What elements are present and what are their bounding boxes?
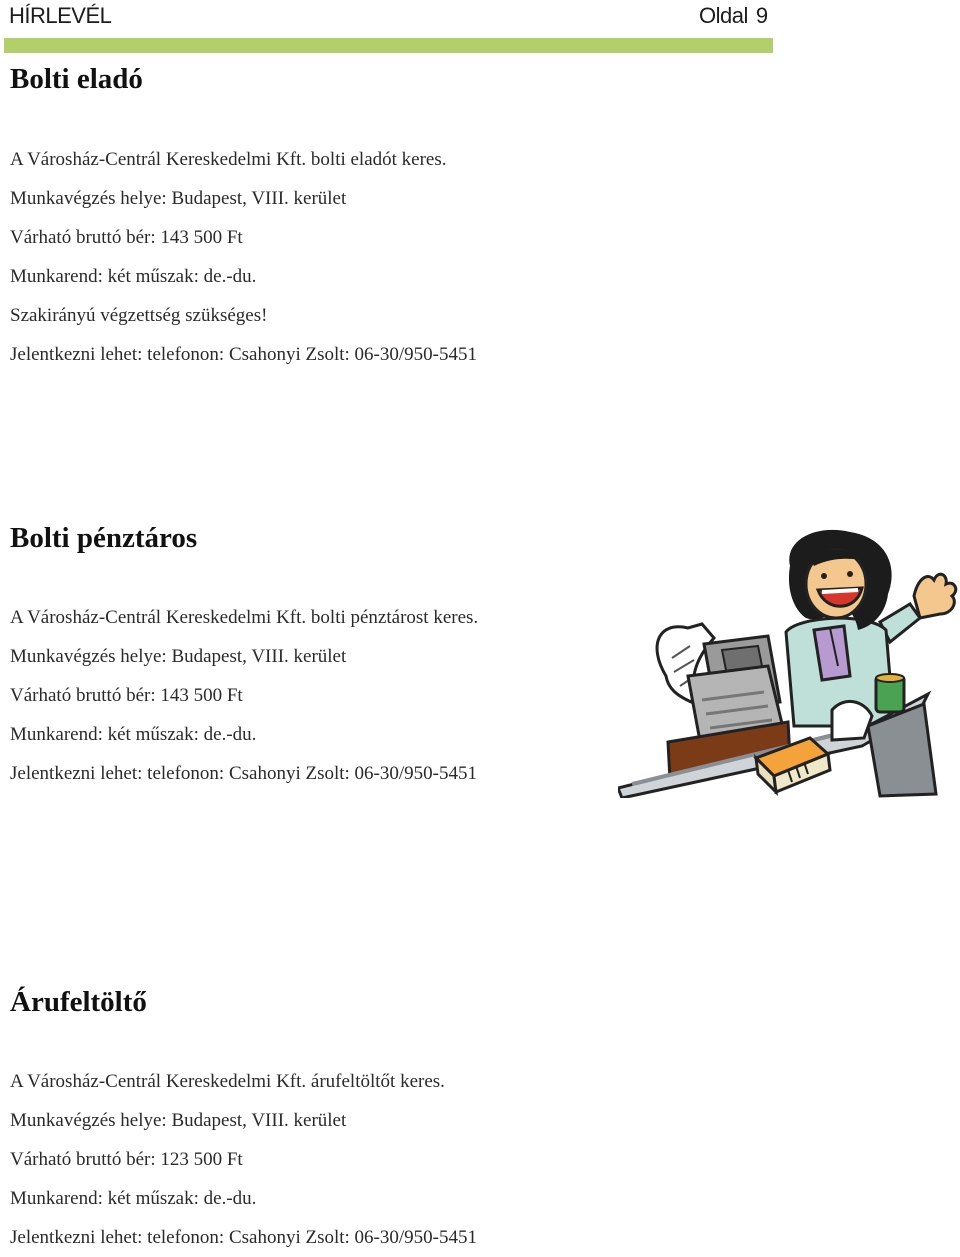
job-details (10, 140, 477, 374)
job-listing-arufeltolto (10, 984, 477, 1248)
job-listing-bolti-penztaros (10, 520, 479, 784)
job-detail-line: Szakirányú végzettség szükséges! (10, 305, 268, 326)
page-number: 9 (755, 3, 768, 28)
job-detail-line: Munkarend: két műszak: de.-du. (10, 724, 257, 745)
job-detail-line: A Városház-Centrál Kereskedelmi Kft. bolti eladót keres. (10, 149, 447, 170)
job-detail-line: Munkavégzés helye: Budapest, VIII. kerület (10, 188, 347, 209)
job-detail-line: Jelentkezni lehet: telefonon: Csahonyi Zsolt: 06-30/950-5451 (10, 763, 477, 784)
cashier-illustration-icon (618, 526, 960, 798)
job-title: Árufeltöltő (10, 986, 147, 1018)
header-rule (4, 38, 773, 53)
job-detail-line: Várható bruttó bér: 143 500 Ft (10, 685, 243, 706)
newsletter-title: HÍRLEVÉL (9, 3, 112, 28)
job-detail-line: Munkarend: két műszak: de.-du. (10, 1188, 257, 1209)
job-details (10, 1062, 477, 1257)
job-details (10, 598, 478, 793)
job-title: Bolti eladó (10, 63, 143, 95)
job-detail-line: Jelentkezni lehet: telefonon: Csahonyi Zsolt: 06-30/950-5451 (10, 344, 477, 365)
job-listing-bolti-elado (10, 61, 477, 365)
job-detail-line: Munkavégzés helye: Budapest, VIII. kerület (10, 646, 347, 667)
page-label: Oldal (699, 3, 748, 28)
job-detail-line: A Városház-Centrál Kereskedelmi Kft. árufeltöltőt keres. (10, 1071, 445, 1092)
job-detail-line: Jelentkezni lehet: telefonon: Csahonyi Zsolt: 06-30/950-5451 (10, 1227, 477, 1248)
job-detail-line: Várható bruttó bér: 143 500 Ft (10, 227, 243, 248)
job-title: Bolti pénztáros (10, 522, 198, 554)
job-detail-line: Munkavégzés helye: Budapest, VIII. kerület (10, 1110, 347, 1131)
job-detail-line: Munkarend: két műszak: de.-du. (10, 266, 257, 287)
page-indicator (699, 3, 768, 29)
job-detail-line: A Városház-Centrál Kereskedelmi Kft. bolti pénztárost keres. (10, 607, 479, 628)
job-detail-line: Várható bruttó bér: 123 500 Ft (10, 1149, 243, 1170)
